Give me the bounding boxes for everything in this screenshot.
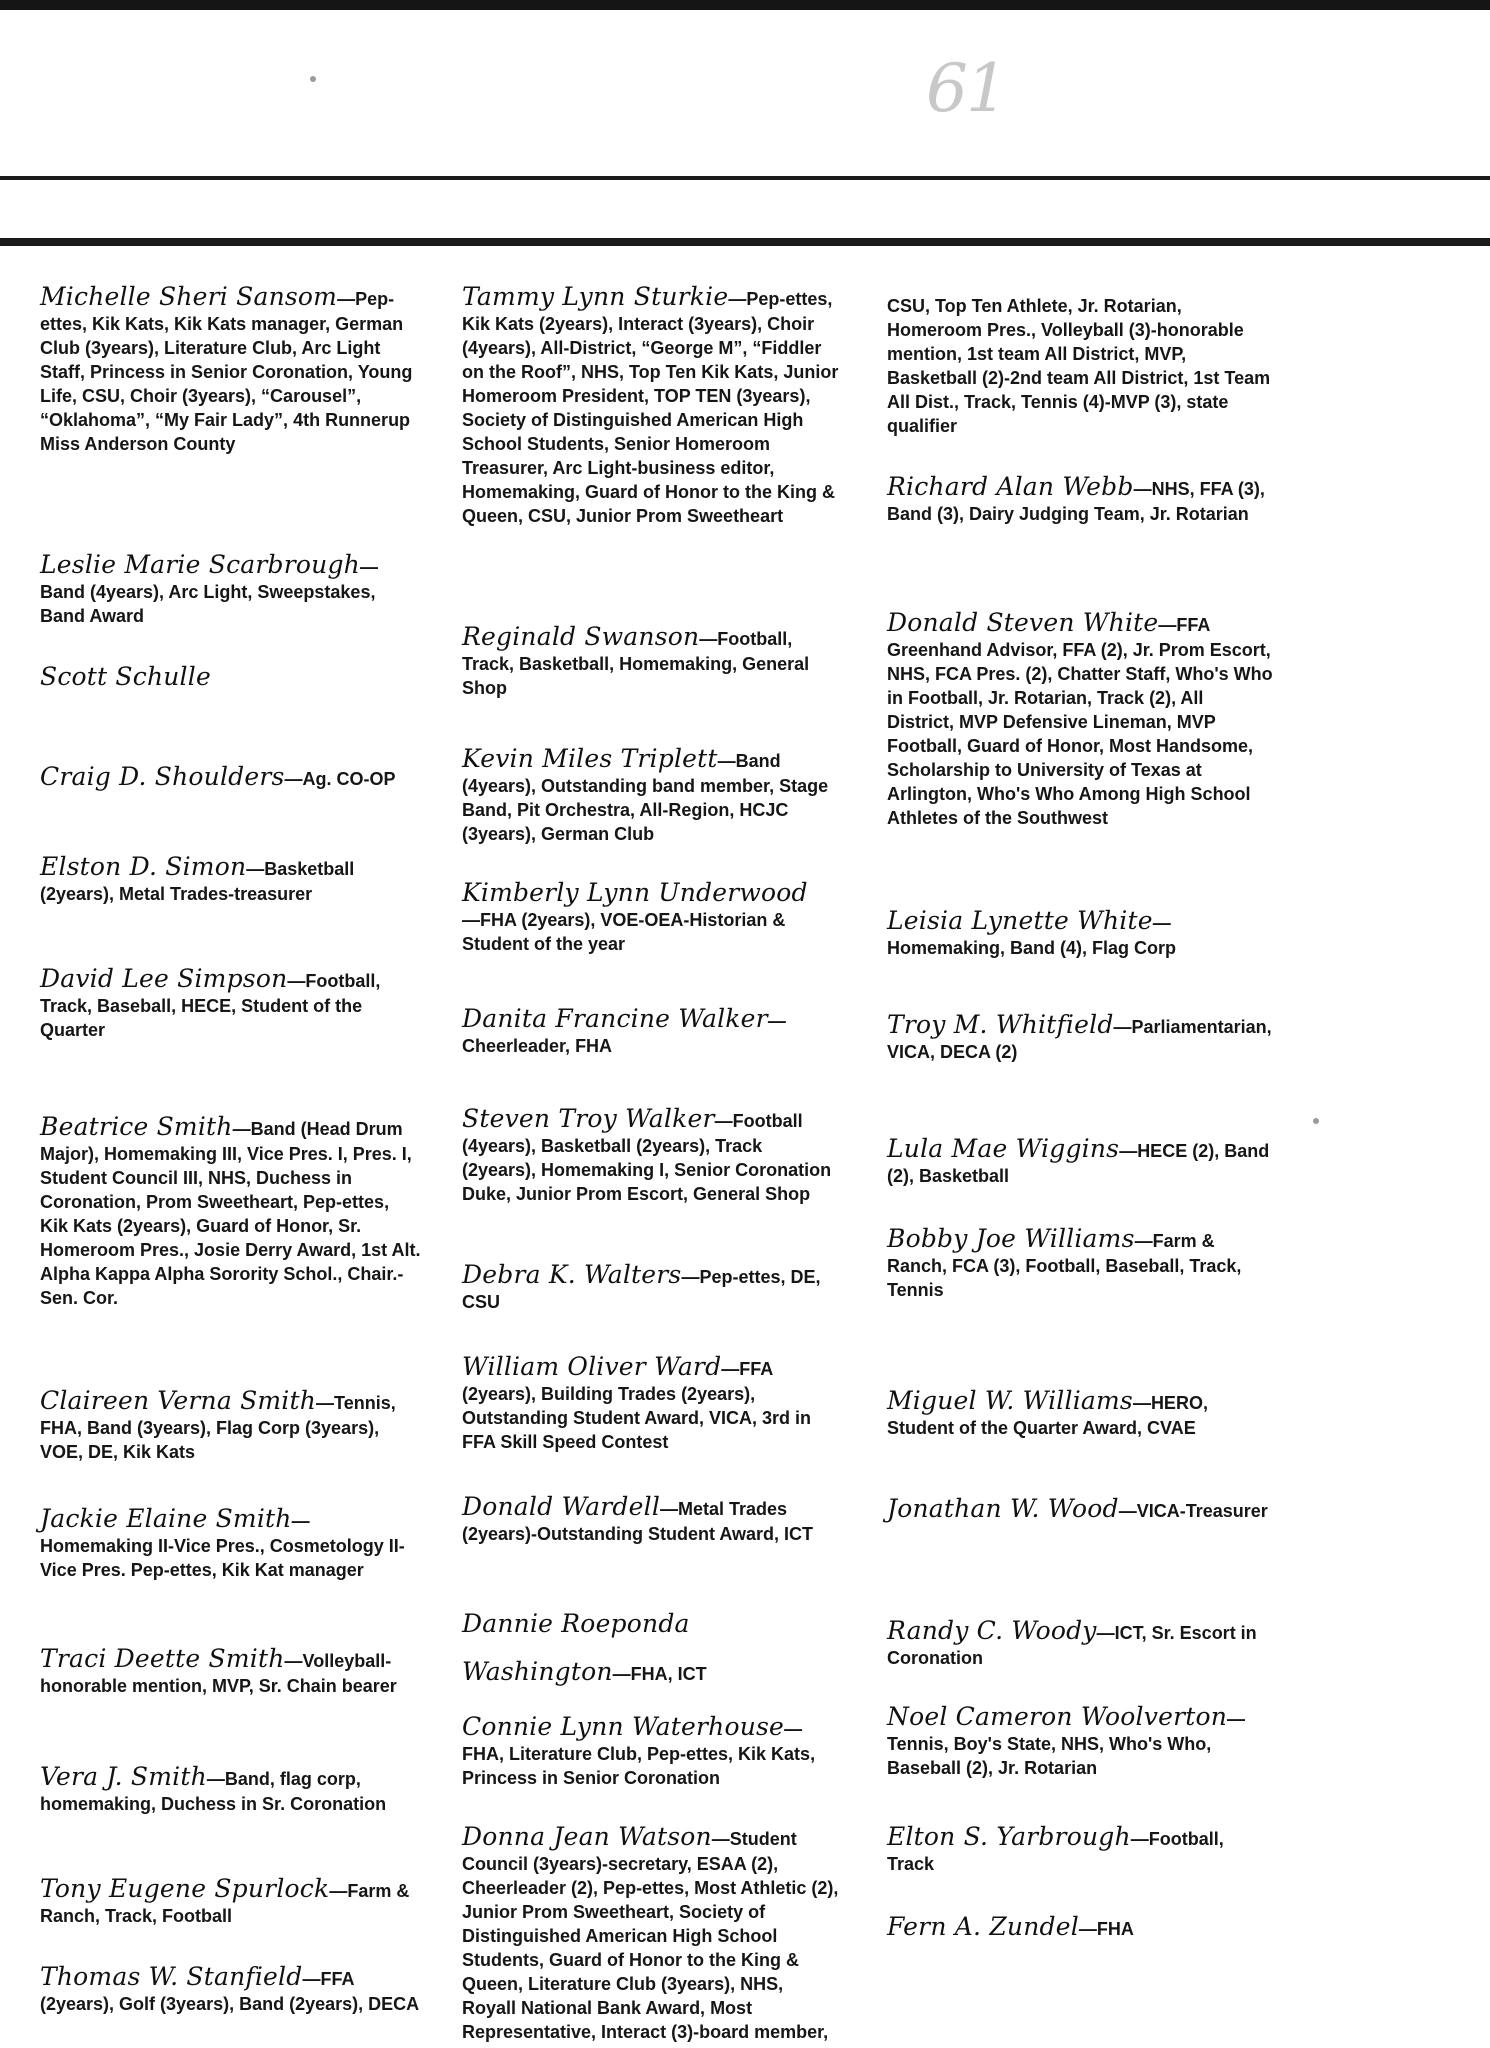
senior-entry bbox=[40, 1962, 422, 2016]
senior-name: Donald Steven White bbox=[887, 608, 1159, 637]
scan-speck bbox=[1313, 1118, 1319, 1124]
header-rule-thick bbox=[0, 238, 1490, 246]
senior-entry bbox=[462, 878, 840, 956]
senior-activities: Homemaking II-Vice Pres., Cosmetology II-Vice Pres. Pep-ettes, Kik Kat manager bbox=[40, 1536, 405, 1580]
senior-activities: Football, Track, Basketball, Homemaking, General Shop bbox=[462, 629, 810, 698]
senior-entry bbox=[887, 1912, 1275, 1942]
senior-activities: Tennis, FHA, Band (3years), Flag Corp (3years), VOE, DE, Kik Kats bbox=[40, 1393, 396, 1462]
senior-entry bbox=[40, 1504, 422, 1582]
senior-activities: HERO, Student of the Quarter Award, CVAE bbox=[887, 1393, 1208, 1438]
senior-activities: Tennis, Boy's State, NHS, Who's Who, Baseball (2), Jr. Rotarian bbox=[887, 1734, 1212, 1778]
senior-activities: Football (4years), Basketball (2years), Track (2years), Homemaking I, Senior Coronation Duke, Junior Prom Escort, General Shop bbox=[462, 1111, 832, 1204]
senior-entry bbox=[40, 1386, 422, 1464]
senior-entry bbox=[40, 762, 422, 792]
senior-entry bbox=[887, 1494, 1275, 1524]
senior-activities: Band (4years), Arc Light, Sweepstakes, Band Award bbox=[40, 582, 376, 626]
senior-entry bbox=[887, 1134, 1275, 1188]
senior-entry bbox=[887, 1616, 1275, 1670]
senior-activities: FFA Greenhand Advisor, FFA (2), Jr. Prom Escort, NHS, FCA Pres. (2), Chatter Staff, Who's Who in Football, Jr. Rotarian, Track (2), All District, MVP Defensive Lineman, MVP Football, Guard of Honor, Most Handsome, Scholarship to University of Texas at Arlington, Who's Who Among High School Athletes of the Southwest bbox=[887, 615, 1273, 828]
senior-activities: FHA bbox=[1096, 1919, 1134, 1939]
senior-name: Donald Wardell bbox=[462, 1492, 661, 1521]
senior-name: Kevin Miles Triplett bbox=[462, 744, 718, 773]
senior-name: Donna Jean Watson bbox=[462, 1822, 712, 1851]
senior-entry bbox=[40, 852, 422, 906]
senior-activities: Football, Track bbox=[887, 1829, 1224, 1874]
senior-entry bbox=[462, 622, 840, 700]
senior-activities: Band (4years), Outstanding band member, Stage Band, Pit Orchestra, All-Region, HCJC (3years), German Club bbox=[462, 751, 829, 844]
senior-name: Randy C. Woody bbox=[887, 1616, 1097, 1645]
senior-entry bbox=[462, 282, 840, 528]
senior-activities: Football, Track, Baseball, HECE, Student of the Quarter bbox=[40, 971, 381, 1040]
senior-name: Troy M. Whitfield bbox=[887, 1010, 1114, 1039]
senior-activities: Band (Head Drum Major), Homemaking III, Vice Pres. I, Pres. I, Student Council III, NHS, Duchess in Coronation, Prom Sweetheart, Pep-ettes, Kik Kats (2years), Guard of Honor, Sr. Homeroom Pres., Josie Derry Award, 1st Alt. Alpha Kappa Alpha Sorority Schol., Chair.-Sen. Cor. bbox=[40, 1119, 421, 1308]
senior-name: Connie Lynn Waterhouse bbox=[462, 1712, 785, 1741]
senior-entry bbox=[462, 744, 840, 846]
senior-activities: Ag. CO-OP bbox=[302, 769, 396, 789]
senior-entry bbox=[462, 1352, 840, 1454]
senior-entry bbox=[462, 1260, 840, 1314]
senior-entry bbox=[40, 282, 422, 456]
senior-name: Bobby Joe Williams bbox=[887, 1224, 1135, 1253]
senior-entry bbox=[40, 1874, 422, 1928]
senior-activities: HECE (2), Band (2), Basketball bbox=[887, 1141, 1270, 1186]
senior-name: Beatrice Smith bbox=[40, 1112, 233, 1141]
senior-activities: Band, flag corp, homemaking, Duchess in Sr. Coronation bbox=[40, 1769, 387, 1814]
senior-activities: Farm & Ranch, Track, Football bbox=[40, 1881, 410, 1926]
senior-entry bbox=[40, 1762, 422, 1816]
senior-entry-continued bbox=[887, 294, 1275, 438]
senior-name: Tony Eugene Spurlock bbox=[40, 1874, 330, 1903]
senior-name: Traci Deette Smith bbox=[40, 1644, 285, 1673]
senior-name: Fern A. Zundel bbox=[887, 1912, 1079, 1941]
senior-name: William Oliver Ward bbox=[462, 1352, 722, 1381]
senior-name: Tammy Lynn Sturkie bbox=[462, 282, 729, 311]
senior-name: Lula Mae Wiggins bbox=[887, 1134, 1120, 1163]
senior-entry bbox=[462, 1004, 840, 1058]
senior-entry bbox=[887, 1224, 1275, 1302]
senior-activities: FFA (2years), Building Trades (2years), Outstanding Student Award, VICA, 3rd in FFA Skill Speed Contest bbox=[462, 1359, 812, 1452]
senior-activities: Volleyball-honorable mention, MVP, Sr. Chain bearer bbox=[40, 1651, 397, 1696]
senior-activities: VICA-Treasurer bbox=[1136, 1501, 1268, 1521]
senior-entry bbox=[40, 1644, 422, 1698]
senior-activities: FHA (2years), VOE-OEA-Historian & Student of the year bbox=[462, 910, 786, 954]
senior-name: Craig D. Shoulders bbox=[40, 762, 285, 791]
senior-activities: Parliamentarian, VICA, DECA (2) bbox=[887, 1017, 1272, 1062]
senior-name: Jonathan W. Wood bbox=[887, 1494, 1119, 1523]
senior-entry bbox=[887, 472, 1275, 526]
senior-entry bbox=[887, 1010, 1275, 1064]
senior-entry bbox=[40, 550, 422, 628]
senior-name: Jackie Elaine Smith bbox=[40, 1504, 292, 1533]
senior-activities: Cheerleader, FHA bbox=[462, 1036, 613, 1056]
scan-top-edge bbox=[0, 0, 1490, 10]
senior-entry bbox=[40, 964, 422, 1042]
senior-activities: NHS, FFA (3), Band (3), Dairy Judging Team, Jr. Rotarian bbox=[887, 479, 1265, 524]
senior-entry bbox=[40, 1112, 422, 1310]
senior-name: Reginald Swanson bbox=[462, 622, 700, 651]
senior-name: David Lee Simpson bbox=[40, 964, 288, 993]
senior-entry bbox=[887, 1702, 1275, 1780]
senior-name: Elton S. Yarbrough bbox=[887, 1822, 1131, 1851]
senior-activities: ICT, Sr. Escort in Coronation bbox=[887, 1623, 1257, 1668]
senior-activities: Pep-ettes, DE, CSU bbox=[462, 1267, 821, 1312]
senior-name: Scott Schulle bbox=[40, 662, 211, 691]
senior-activities: FHA, Literature Club, Pep-ettes, Kik Kats, Princess in Senior Coronation bbox=[462, 1744, 816, 1788]
senior-name: Vera J. Smith bbox=[40, 1762, 207, 1791]
senior-activities: Basketball (2years), Metal Trades-treasurer bbox=[40, 859, 355, 904]
senior-name: Kimberly Lynn Underwood bbox=[462, 878, 808, 907]
scan-speck bbox=[310, 76, 316, 82]
senior-activities: Metal Trades (2years)-Outstanding Student Award, ICT bbox=[462, 1499, 814, 1544]
senior-entry bbox=[887, 1822, 1275, 1876]
senior-activities: Farm & Ranch, FCA (3), Football, Baseball, Track, Tennis bbox=[887, 1231, 1242, 1300]
senior-name: Miguel W. Williams bbox=[887, 1386, 1133, 1415]
senior-name: Richard Alan Webb bbox=[887, 472, 1134, 501]
senior-activities: FFA (2years), Golf (3years), Band (2years), DECA bbox=[40, 1969, 420, 2014]
senior-entry bbox=[462, 1602, 840, 1698]
senior-name: Noel Cameron Woolverton bbox=[887, 1702, 1228, 1731]
senior-activities: Homemaking, Band (4), Flag Corp bbox=[887, 938, 1177, 958]
senior-name: Dannie Roeponda Washington bbox=[462, 1609, 690, 1686]
senior-entry bbox=[462, 1822, 840, 2044]
senior-name: Elston D. Simon bbox=[40, 852, 247, 881]
senior-activities: Pep-ettes, Kik Kats, Kik Kats manager, German Club (3years), Literature Club, Arc Light Staff, Princess in Senior Coronation, Young Life, CSU, Choir (3years), “Carousel”, “Oklahoma”, “My Fair Lady”, 4th Runnerup Miss Anderson County bbox=[40, 289, 413, 454]
senior-name: Leisia Lynette White bbox=[887, 906, 1153, 935]
senior-entry bbox=[887, 608, 1275, 830]
senior-name: Steven Troy Walker bbox=[462, 1104, 715, 1133]
senior-name: Michelle Sheri Sansom bbox=[40, 282, 338, 311]
handwritten-page-number: 61 bbox=[926, 50, 1006, 127]
senior-entry bbox=[462, 1104, 840, 1206]
senior-name: Thomas W. Stanfield bbox=[40, 1962, 303, 1991]
senior-activities: FHA, ICT bbox=[630, 1664, 707, 1684]
senior-name: Leslie Marie Scarbrough bbox=[40, 550, 360, 579]
senior-name: Debra K. Walters bbox=[462, 1260, 682, 1289]
senior-activities: CSU, Top Ten Athlete, Jr. Rotarian, Homeroom Pres., Volleyball (3)-honorable mention, 1st team All District, MVP, Basketball (2)-2nd team All District, 1st Team All Dist., Track, Tennis (4)-MVP (3), state qualifier bbox=[887, 296, 1271, 436]
senior-entry bbox=[40, 662, 422, 692]
senior-entry bbox=[887, 1386, 1275, 1440]
senior-entry bbox=[462, 1492, 840, 1546]
senior-name: Danita Francine Walker bbox=[462, 1004, 768, 1033]
senior-entry bbox=[887, 906, 1275, 960]
senior-name: Claireen Verna Smith bbox=[40, 1386, 317, 1415]
header-rule-thin bbox=[0, 176, 1490, 180]
senior-entry bbox=[462, 1712, 840, 1790]
senior-activities: Student Council (3years)-secretary, ESAA (2), Cheerleader (2), Pep-ettes, Most Athletic (2), Junior Prom Sweetheart, Society of Distinguished American High School Students, Guard of Honor to the King & Queen, Literature Club (3years), NHS, Royall National Bank Award, Most Representative, Interact (3)-board member, bbox=[462, 1829, 839, 2042]
senior-activities: Pep-ettes, Kik Kats (2years), Interact (3years), Choir (4years), All-District, “George M”, “Fiddler on the Roof”, NHS, Top Ten Kik Kats, Junior Homeroom President, TOP TEN (3years), Society of Distinguished American High School Students, Senior Homeroom Treasurer, Arc Light-business editor, Homemaking, Guard of Honor to the King & Queen, CSU, Junior Prom Sweetheart bbox=[462, 289, 839, 526]
